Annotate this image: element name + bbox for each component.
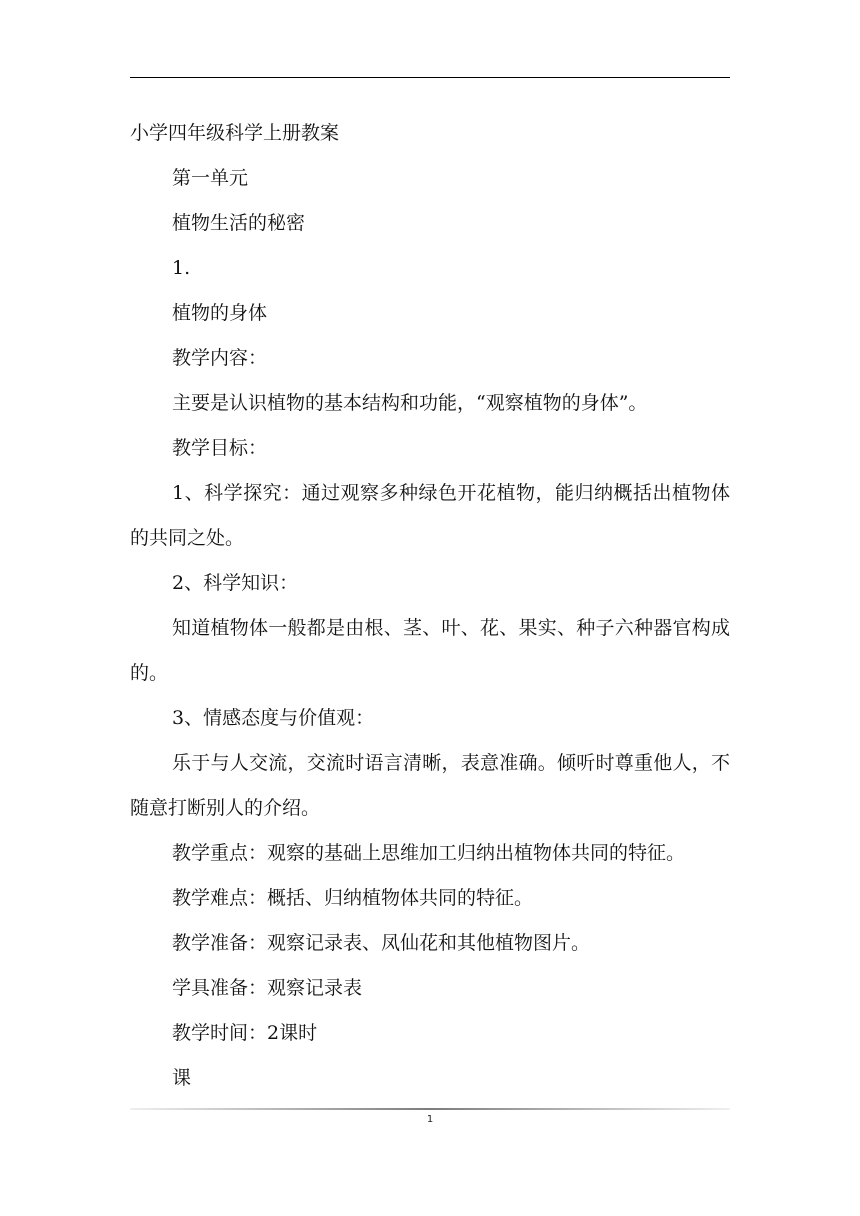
lesson-number: 1. (172, 257, 191, 279)
unit-heading: 第一单元 (172, 167, 249, 189)
document-title: 小学四年级科学上册教案 (130, 122, 340, 144)
goal-science-knowledge-text: 知道植物体一般都是由根、茎、叶、花、果实、种子六种器官构成的。 (130, 617, 730, 684)
teaching-key-point: 教学重点：观察的基础上思维加工归纳出植物体共同的特征。 (172, 842, 686, 864)
teaching-content-label: 教学内容： (172, 347, 268, 369)
document-body (130, 111, 730, 1101)
lesson-title: 植物的身体 (172, 302, 268, 324)
unit-title: 植物生活的秘密 (172, 212, 306, 234)
goal-attitude-text: 乐于与人交流，交流时语言清晰，表意准确。倾听时尊重他人，不随意打断别人的介绍。 (130, 752, 730, 819)
teaching-time: 教学时间：2课时 (172, 1022, 318, 1044)
goal-science-knowledge-label: 2、科学知识： (172, 572, 299, 594)
teaching-preparation: 教学准备：观察记录表、凤仙花和其他植物图片。 (172, 932, 591, 954)
teaching-difficulty: 教学难点：概括、归纳植物体共同的特征。 (172, 887, 534, 909)
goal-science-inquiry: 1、科学探究：通过观察多种绿色开花植物，能归纳概括出植物体的共同之处。 (130, 482, 730, 549)
teaching-content-text: 主要是认识植物的基本结构和功能，“观察植物的身体”。 (172, 392, 648, 414)
lesson-heading-partial: 课 (172, 1067, 192, 1089)
teaching-goals-label: 教学目标： (172, 437, 268, 459)
student-preparation: 学具准备：观察记录表 (172, 977, 363, 999)
header-rule (130, 77, 730, 78)
goal-attitude-label: 3、情感态度与价值观： (172, 707, 375, 729)
page-number: 1 (426, 1114, 434, 1125)
footer-rule (130, 1108, 730, 1110)
